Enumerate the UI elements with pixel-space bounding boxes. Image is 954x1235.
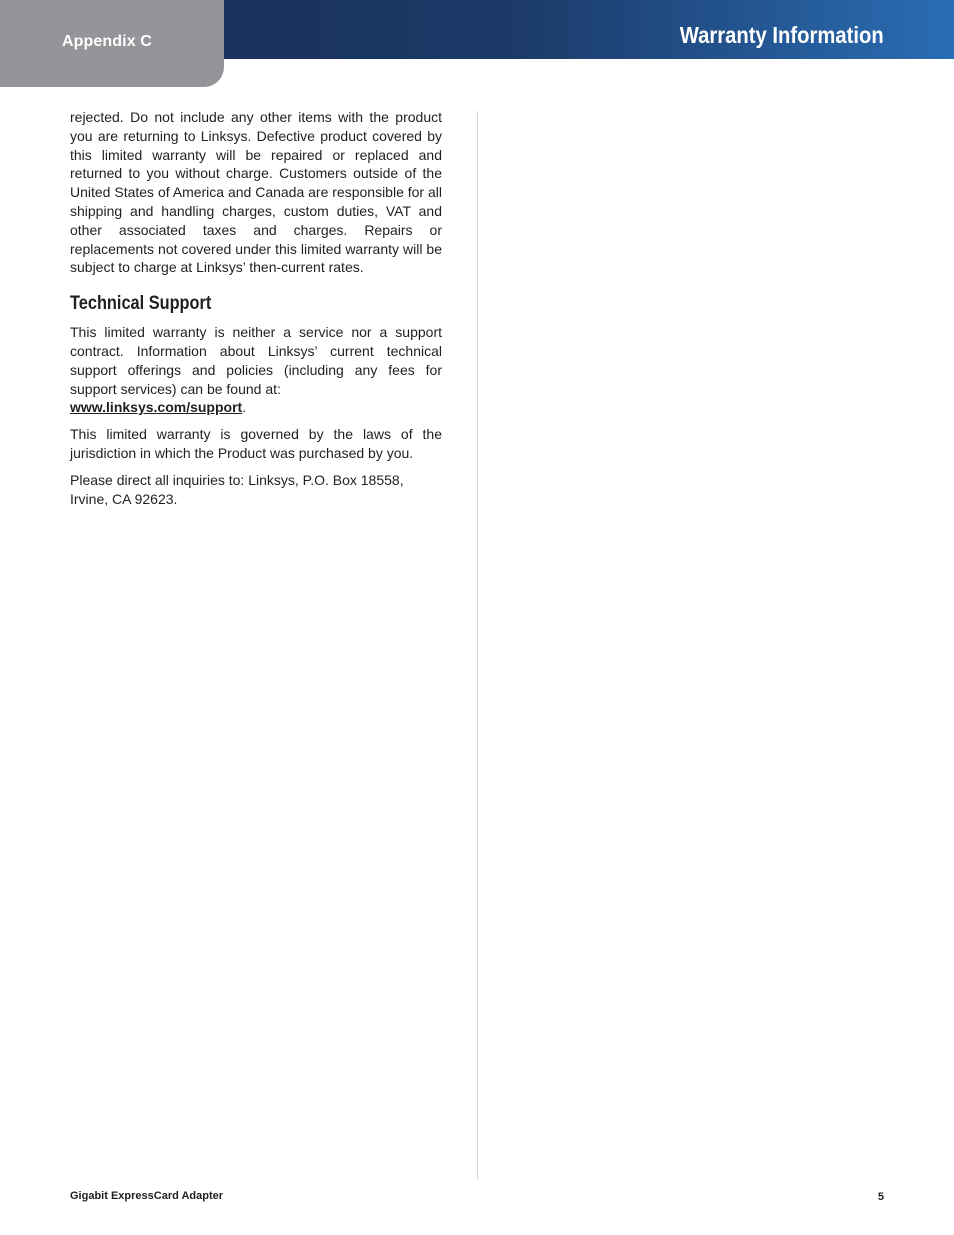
column-divider (477, 111, 478, 1179)
appendix-tab (0, 0, 224, 87)
left-column (70, 108, 442, 516)
footer-page-number: 5 (877, 1191, 884, 1203)
governed-paragraph: This limited warranty is governed by the laws of the jurisdiction in which the Product was purchased by you. (70, 426, 442, 461)
support-link-suffix: . (242, 399, 247, 416)
inquiries-paragraph: Please direct all inquiries to: Linksys, P.O. Box 18558, Irvine, CA 92623. (70, 471, 404, 507)
appendix-label: Appendix C (62, 33, 152, 50)
intro-paragraph: rejected. Do not include any other items with the product you are returning to Linksys. Defective product covered by this limited warranty will be repaired or replaced and returned to you without charge. Customers outside of the United States of America and Canada are responsible for all shipping and handling charges, custom duties, VAT and other associated taxes and charges. Repairs or replacements not covered under this limited warranty will be subject to charge at Linksys’ then-current rates. (70, 109, 442, 276)
support-link[interactable]: www.linksys.com/support (70, 399, 243, 416)
section-heading-technical-support: Technical Support (70, 293, 212, 315)
support-paragraph-text: This limited warranty is neither a service nor a support contract. Information about Linksys’ current technical support offerings and policies (including any fees for support services) can be found at: (70, 324, 442, 397)
footer-product-name: Gigabit ExpressCard Adapter (70, 1190, 224, 1202)
page-title: Warranty Information (680, 22, 884, 48)
support-paragraph (70, 323, 442, 417)
